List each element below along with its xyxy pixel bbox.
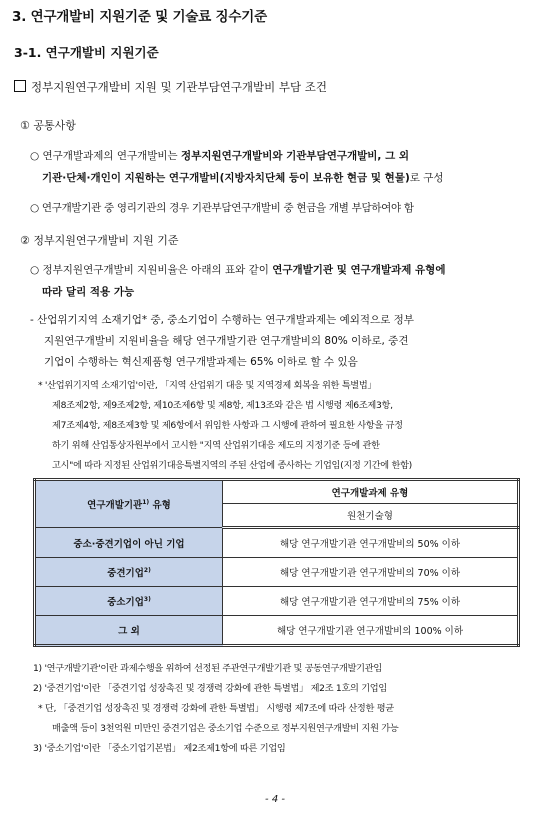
note-line-3: 제7조제4항, 제8조제3항 및 제6항에서 위임한 사항과 그 시행에 관하여 필요한 사항을 규정 (52, 420, 403, 431)
table-row (35, 616, 519, 646)
table-row (35, 558, 519, 587)
footnote-1: 1) '연구개발기관'이란 과제수행을 위하여 선정된 주관연구개발기관 및 공동연구개발기관임 (33, 663, 382, 674)
row-value: 해당 연구개발기관 연구개발비의 50% 이하 (223, 528, 519, 558)
exception-line-3: 기업이 수행하는 혁신제품형 연구개발과제는 65% 이하로 할 수 있음 (44, 356, 358, 368)
page-number: - 4 - (265, 794, 285, 805)
table-row (35, 587, 519, 616)
row-category: 중소·중견기업이 아닌 기업 (35, 528, 223, 558)
criteria-bullet-line-1: ○ 정부지원연구개발비 지원비율은 아래의 표와 같이 연구개발기관 및 연구개발과제 유형에 (30, 264, 446, 276)
exception-line-1: - 산업위기지역 소재기업* 중, 중소기업이 수행하는 연구개발과제는 예외적으로 정부 (30, 314, 414, 326)
subsection-heading-3-1: 3-1. 연구개발비 지원기준 (14, 45, 159, 60)
common-bullet-1-line-2: 기관·단체·개인이 지원하는 연구개발비(지방자치단체 등이 보유한 현금 및 현물)로 구성 (42, 172, 444, 184)
note-line-4: 하기 위해 산업통상자원부에서 고시한 "지역 산업위기대응 제도의 지정기준 등에 관한 (52, 440, 380, 451)
footnote-2-note-line-2: 매출액 등이 3천억원 미만인 중견기업은 중소기업 수준으로 정부지원연구개발비 지원 가능 (52, 723, 399, 734)
table-header-project-type: 연구개발과제 유형 (223, 480, 519, 504)
square-bullet-icon (14, 80, 26, 92)
common-bullet-2: ○ 연구개발기관 중 영리기관의 경우 기관부담연구개발비 중 현금을 개별 부담하여야 함 (30, 202, 414, 214)
row-category: 그 외 (35, 616, 223, 646)
common-bullet-1-line-1: ○ 연구개발과제의 연구개발비는 정부지원연구개발비와 기관부담연구개발비, 그 외 (30, 150, 410, 162)
row-category: 중견기업$^{2)}$ (35, 558, 223, 587)
row-value: 해당 연구개발기관 연구개발비의 100% 이하 (223, 616, 519, 646)
criteria-bullet-line-2: 따라 달리 적용 가능 (42, 286, 135, 298)
row-category: 중소기업$^{3)}$ (35, 587, 223, 616)
note-line-5: 고시"에 따라 지정된 산업위기대응특별지역의 주된 산업에 종사하는 기업임(지정 기간에 한함) (52, 460, 412, 471)
row-value: 해당 연구개발기관 연구개발비의 75% 이하 (223, 587, 519, 616)
note-line-2: 제8조제2항, 제9조제2항, 제10조제6항 및 제8항, 제13조와 같은 법 시행령 제6조제3항, (52, 400, 393, 411)
note-line-1: * '산업위기지역 소재기업'이란, 「지역 산업위기 대응 및 지역경제 회복을 위한 특별법」 (38, 380, 377, 391)
row-value: 해당 연구개발기관 연구개발비의 70% 이하 (223, 558, 519, 587)
table-subheader-original-tech: 원천기술형 (223, 504, 519, 528)
footnote-2-note-line-1: * 단, 「중견기업 성장촉진 및 경쟁력 강화에 관한 특별법」 시행령 제7조에 따라 산정한 평균 (38, 703, 394, 714)
table-row (35, 528, 519, 558)
common-matters-title: ① 공통사항 (20, 119, 76, 132)
support-ratio-table (33, 478, 520, 647)
section-heading-3: 3. 연구개발비 지원기준 및 기술료 징수기준 (12, 9, 267, 25)
condition-heading: 정부지원연구개발비 지원 및 기관부담연구개발비 부담 조건 (14, 79, 327, 95)
footnote-2: 2) '중견기업'이란 「중견기업 성장촉진 및 경쟁력 강화에 관한 특별법」 제2조 1호의 기업임 (33, 683, 387, 694)
exception-line-2: 지원연구개발비 지원비율을 해당 연구개발기관 연구개발비의 80% 이하로, 중견 (44, 335, 409, 347)
footnote-3: 3) '중소기업'이란 「중소기업기본법」 제2조제1항에 따른 기업임 (33, 743, 286, 754)
table-header-org-type: 연구개발기관$^{1)}$ 유형 (35, 480, 223, 528)
gov-support-criteria-title: ② 정부지원연구개발비 지원 기준 (20, 234, 179, 247)
